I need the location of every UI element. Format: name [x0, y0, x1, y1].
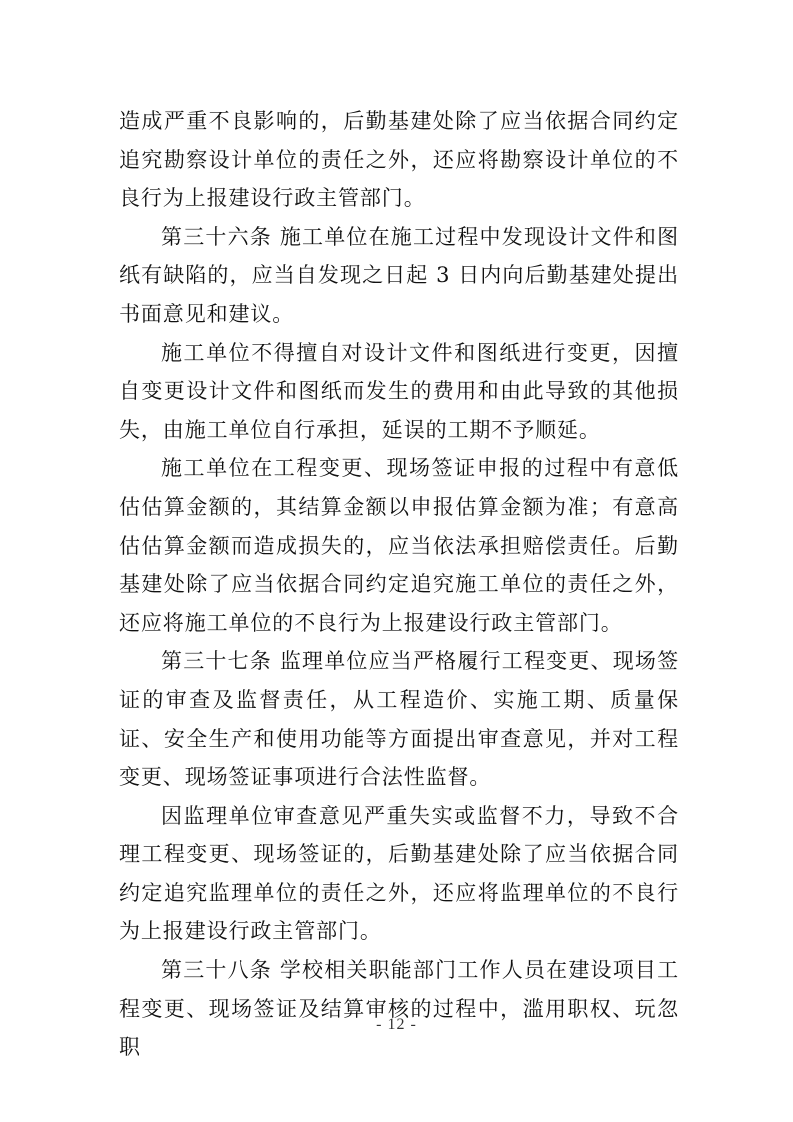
- paragraph-article-38: 第三十八条 学校相关职能部门工作人员在建设项目工程变更、现场签证及结算审核的过程中，滥用职权、玩忽职: [119, 958, 679, 1060]
- page-number: - 12 -: [376, 1016, 417, 1033]
- paragraph-article-37: 第三十七条 监理单位应当严格履行工程变更、现场签证的审查及监督责任，从工程造价、实施工期、质量保证、安全生产和使用功能等方面提出审查意见，并对工程变更、现场签证事项进行合法性监督。: [119, 649, 679, 790]
- paragraph: 造成严重不良影响的，后勤基建处除了应当依据合同约定追究勘察设计单位的责任之外，还应将勘察设计单位的不良行为上报建设行政主管部门。: [119, 109, 679, 211]
- paragraph-article-36: 第三十六条 施工单位在施工过程中发现设计文件和图纸有缺陷的，应当自发现之日起 3 日内向后勤基建处提出书面意见和建议。: [119, 224, 679, 326]
- document-body: [119, 102, 679, 1067]
- paragraph: 施工单位不得擅自对设计文件和图纸进行变更，因擅自变更设计文件和图纸而发生的费用和由此导致的其他损失，由施工单位自行承担，延误的工期不予顺延。: [119, 340, 679, 442]
- paragraph: 因监理单位审查意见严重失实或监督不力，导致不合理工程变更、现场签证的，后勤基建处除了应当依据合同约定追究监理单位的责任之外，还应将监理单位的不良行为上报建设行政主管部门。: [119, 803, 679, 944]
- paragraph: 施工单位在工程变更、现场签证申报的过程中有意低估估算金额的，其结算金额以申报估算金额为准；有意高估估算金额而造成损失的，应当依法承担赔偿责任。后勤基建处除了应当依据合同约定追究施工单位的责任之外，还应将施工单位的不良行为上报建设行政主管部门。: [119, 456, 679, 635]
